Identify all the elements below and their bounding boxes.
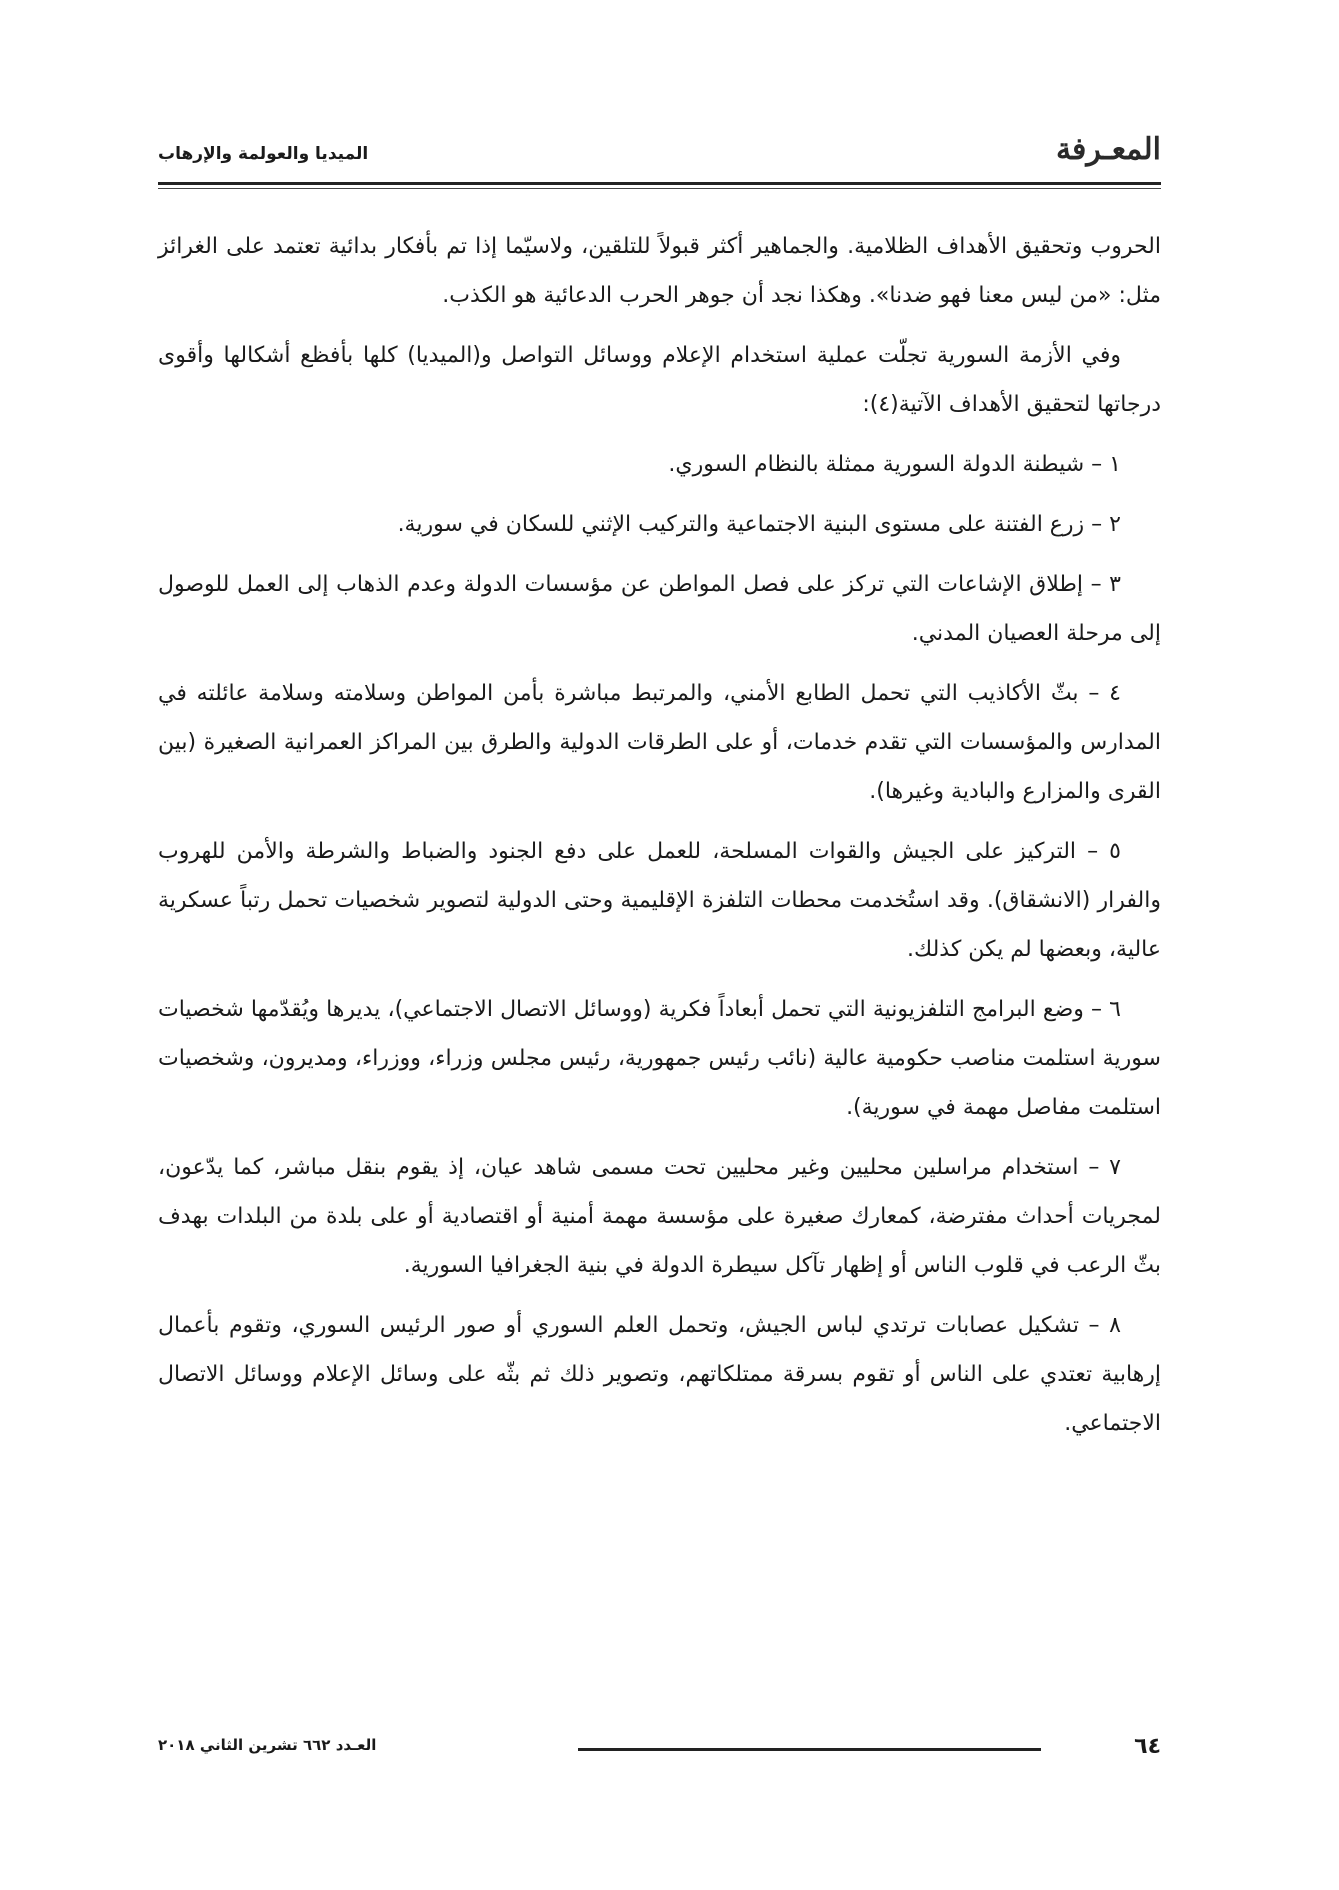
paragraph-continuation: الحروب وتحقيق الأهداف الظلامية. والجماهير أكثر قبولاً للتلقين، ولاسيّما إذا تم بأفكار بدائية تعتمد على الغرائز مثل: «من ليس معنا فهو ضدنا». وهكذا نجد أن جوهر الحرب الدعائية هو الكذب. xyxy=(158,234,1161,308)
list-item-7: ٧ – استخدام مراسلين محليين وغير محليين تحت مسمى شاهد عيان، إذ يقوم بنقل مباشر، كما يدّعون، لمجريات أحداث مفترضة، كمعارك صغيرة على مؤسسة مهمة أمنية أو اقتصادية أو على بلدة من البلدات بهدف بثّ الرعب في قلوب الناس أو إظهار تآكل سيطرة الدولة في بنية الجغرافيا السورية. xyxy=(158,1155,1161,1278)
list-item-3: ٣ – إطلاق الإشاعات التي تركز على فصل المواطن عن مؤسسات الدولة وعدم الذهاب إلى العمل للوصول إلى مرحلة العصيان المدني. xyxy=(158,572,1161,646)
list-item-8: ٨ – تشكيل عصابات ترتدي لباس الجيش، وتحمل العلم السوري أو صور الرئيس السوري، وتقوم بأعمال إرهابية تعتدي على الناس أو تقوم بسرقة ممتلكاتهم، وتصوير ذلك ثم بثّه على وسائل الإعلام ووسائل الاتصال الاجتماعي. xyxy=(158,1313,1161,1436)
issue-info: العـدد ٦٦٢ تشرين الثاني ٢٠١٨ xyxy=(158,1736,377,1754)
footer-divider xyxy=(578,1748,1041,1751)
page-header xyxy=(158,128,1161,184)
running-title: الميديا والعولمة والإرهاب xyxy=(158,144,369,164)
article-body xyxy=(158,222,1161,1459)
list-item-2: ٢ – زرع الفتنة على مستوى البنية الاجتماعية والتركيب الإثني للسكان في سورية. xyxy=(397,512,1121,537)
header-divider-thin xyxy=(158,188,1161,189)
page-footer xyxy=(158,1734,1161,1764)
list-item-6: ٦ – وضع البرامج التلفزيونية التي تحمل أبعاداً فكرية (ووسائل الاتصال الاجتماعي)، يديرها ويُقدّمها شخصيات سورية استلمت مناصب حكومية عالية (نائب رئيس جمهورية، رئيس مجلس وزراء، ووزراء، ومديرون، وشخصيات استلمت مفاصل مهمة في سورية). xyxy=(158,997,1161,1120)
header-divider xyxy=(158,182,1161,185)
page-number: ٦٤ xyxy=(1134,1734,1161,1759)
journal-logo: المعـرفة xyxy=(1055,132,1161,167)
list-item-5: ٥ – التركيز على الجيش والقوات المسلحة، للعمل على دفع الجنود والضباط والشرطة والأمن للهروب والفرار (الانشقاق). وقد استُخدمت محطات التلفزة الإقليمية وحتى الدولية لتصوير شخصيات تحمل رتباً عسكرية عالية، وبعضها لم يكن كذلك. xyxy=(158,839,1161,962)
list-item-1: ١ – شيطنة الدولة السورية ممثلة بالنظام السوري. xyxy=(668,452,1121,477)
paragraph-intro: وفي الأزمة السورية تجلّت عملية استخدام الإعلام ووسائل التواصل و(الميديا) كلها بأفظع أشكالها وأقوى درجاتها لتحقيق الأهداف الآتية(٤): xyxy=(158,343,1161,417)
list-item-4: ٤ – بثّ الأكاذيب التي تحمل الطابع الأمني، والمرتبط مباشرة بأمن المواطن وسلامته وسلامة عائلته في المدارس والمؤسسات التي تقدم خدمات، أو على الطرقات الدولية والطرق بين المراكز العمرانية الصغيرة (بين القرى والمزارع والبادية وغيرها). xyxy=(158,681,1161,804)
